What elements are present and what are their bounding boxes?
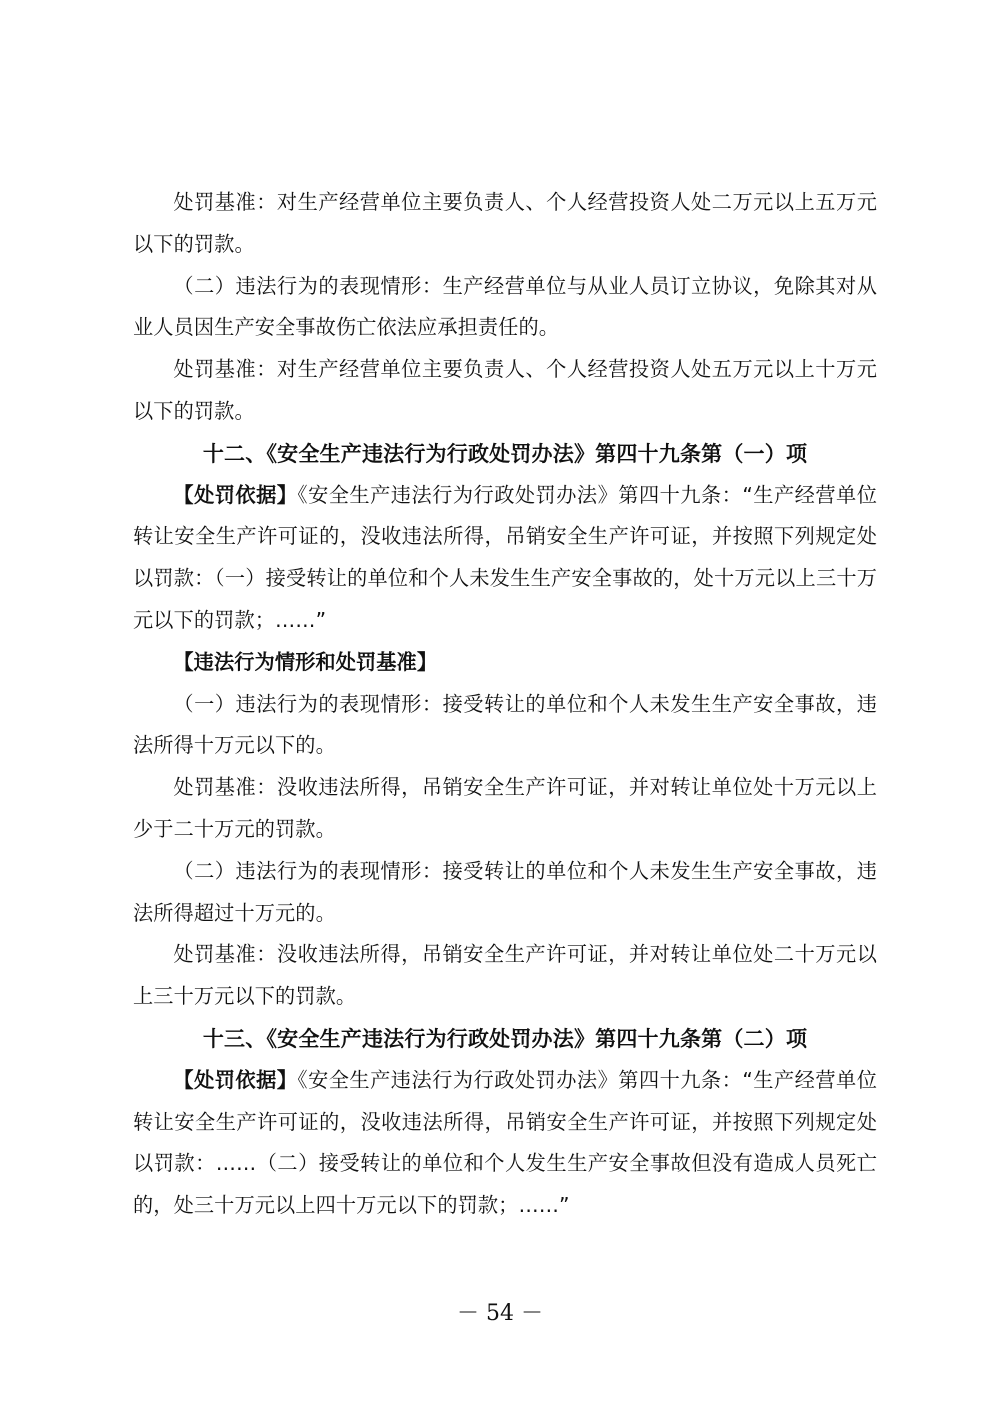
paragraph: 处罚基准：没收违法所得，吊销安全生产许可证，并对转让单位处十万元以上少于二十万元的罚款。	[133, 775, 877, 841]
paragraph: 处罚基准：没收违法所得，吊销安全生产许可证，并对转让单位处二十万元以上三十万元以下的罚款。	[133, 942, 877, 1009]
paragraph: 处罚基准：对生产经营单位主要负责人、个人经营投资人处五万元以上十万元以下的罚款。	[133, 357, 877, 423]
section-heading: 十三、《安全生产违法行为行政处罚办法》第四十九条第（二）项	[202, 1025, 808, 1051]
paragraph: （一）违法行为的表现情形：接受转让的单位和个人未发生生产安全事故，违法所得十万元以下的。	[133, 691, 877, 758]
penalty-basis-text: 《安全生产违法行为行政处罚办法》第四十九条：“生产经营单位转让安全生产许可证的，没收违法所得，吊销安全生产许可证，并按照下列规定处以罚款：……（二）接受转让的单位和个人发生生产安全事故但没有造成人员死亡的，处三十万元以上四十万元以下的罚款；……”	[133, 1067, 877, 1218]
page-number: － 54 －	[457, 1301, 543, 1326]
section-heading: 十二、《安全生产违法行为行政处罚办法》第四十九条第（一）项	[202, 440, 808, 466]
paragraph: （二）违法行为的表现情形：生产经营单位与从业人员订立协议，免除其对从业人员因生产安全事故伤亡依法应承担责任的。	[133, 273, 877, 340]
penalty-basis-text: 《安全生产违法行为行政处罚办法》第四十九条：“生产经营单位转让安全生产许可证的，没收违法所得，吊销安全生产许可证，并按照下列规定处以罚款：（一）接受转让的单位和个人未发生生产安全事故的，处十万元以上三十万元以下的罚款；……”	[133, 482, 877, 632]
paragraph: 处罚基准：对生产经营单位主要负责人、个人经营投资人处二万元以上五万元以下的罚款。	[133, 190, 877, 256]
penalty-basis-label: 【处罚依据】	[173, 482, 298, 507]
paragraph: （二）违法行为的表现情形：接受转让的单位和个人未发生生产安全事故，违法所得超过十万元的。	[133, 858, 877, 925]
penalty-basis-paragraph	[133, 475, 877, 642]
document-body	[133, 182, 877, 1227]
penalty-basis-label: 【处罚依据】	[173, 1067, 298, 1092]
criteria-label: 【违法行为情形和处罚基准】	[173, 649, 438, 674]
penalty-basis-paragraph	[133, 1060, 877, 1227]
criteria-label-paragraph	[133, 642, 877, 684]
